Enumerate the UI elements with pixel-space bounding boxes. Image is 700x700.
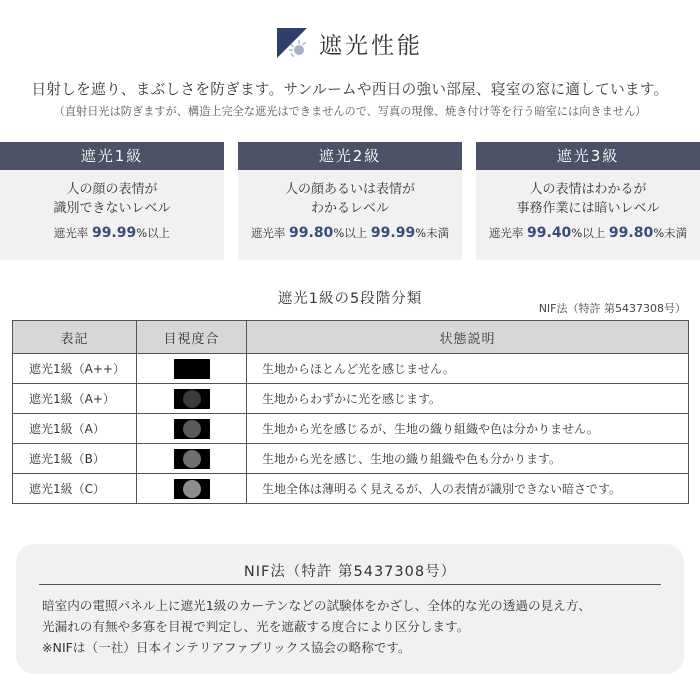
table-row: [13, 414, 689, 444]
grade-desc-line: 人の表情はわかるが: [529, 182, 647, 197]
grade-description: [476, 180, 700, 218]
grade-rate: [238, 225, 462, 241]
visual-swatch-cell: [137, 444, 247, 474]
column-header-visual: 目視度合: [137, 321, 247, 354]
grade-cards: [0, 142, 700, 260]
grade-description: [238, 180, 462, 218]
column-header-description: 状態説明: [247, 321, 689, 354]
rate-unit: %未満: [415, 226, 450, 240]
row-label: 遮光1級（A+）: [13, 384, 137, 414]
table-row: [13, 354, 689, 384]
grade-card-1: [0, 142, 224, 260]
light-swatch: [174, 419, 210, 439]
visual-swatch-cell: [137, 354, 247, 384]
rate-unit: %以上: [136, 226, 171, 240]
row-label: 遮光1級（B）: [13, 444, 137, 474]
visual-swatch-cell: [137, 474, 247, 504]
nif-text-line: ※NIFは（一社）日本インテリアファブリックス協会の略称です。: [42, 640, 411, 655]
table-row: [13, 444, 689, 474]
visual-swatch-cell: [137, 384, 247, 414]
rate-unit: %未満: [653, 226, 688, 240]
rate-unit: %以上: [333, 226, 368, 240]
section-title: [0, 28, 700, 58]
row-description: 生地からほとんど光を感じません。: [247, 354, 689, 384]
nif-info-box: [16, 544, 684, 674]
light-dot: [183, 480, 201, 498]
rate-value: 99.99: [370, 225, 416, 241]
visual-swatch-cell: [137, 414, 247, 444]
row-description: 生地から光を感じるが、生地の織り組織や色は分かりません。: [247, 414, 689, 444]
light-dot: [183, 390, 201, 408]
rate-value: 99.80: [608, 225, 654, 241]
table-row: [13, 384, 689, 414]
row-description: 生地全体は薄明るく見えるが、人の表情が識別できない暗さです。: [247, 474, 689, 504]
light-swatch: [174, 359, 210, 379]
nif-text-line: 暗室内の電照パネル上に遮光1級のカーテンなどの試験体をかざし、全体的な光の透過の見え方、: [42, 598, 591, 613]
table-row: [13, 474, 689, 504]
grade-desc-line: わかるレベル: [310, 201, 389, 216]
divider: [39, 584, 661, 585]
grade-rate: [0, 225, 224, 241]
rate-value: 99.40: [527, 225, 572, 241]
classification-reference: NIF法（特許 第5437308号）: [538, 302, 686, 315]
row-label: 遮光1級（A++）: [13, 354, 137, 384]
grade-desc-line: 人の顔の表情が: [66, 182, 158, 197]
classification-table: [12, 320, 688, 504]
grade-desc-line: 識別できないレベル: [53, 201, 171, 216]
grade-label: 遮光2級: [238, 142, 462, 170]
light-swatch: [174, 389, 210, 409]
grade-desc-line: 事務作業には暗いレベル: [516, 201, 660, 216]
page-title: 遮光性能: [319, 32, 423, 59]
row-description: 生地からわずかに光を感じます。: [247, 384, 689, 414]
row-label: 遮光1級（A）: [13, 414, 137, 444]
rate-prefix: 遮光率: [488, 226, 524, 240]
light-swatch: [174, 479, 210, 499]
nif-text-line: 光漏れの有無や多寡を目視で判定し、光を遮蔽する度合により区分します。: [42, 619, 470, 634]
grade-label: 遮光1級: [0, 142, 224, 170]
rate-value: 99.99: [91, 225, 137, 241]
light-dot: [183, 420, 201, 438]
column-header-notation: 表記: [13, 321, 137, 354]
shade-icon: [277, 28, 307, 58]
rate-prefix: 遮光率: [53, 226, 89, 240]
rate-prefix: 遮光率: [250, 226, 286, 240]
note-text: （直射日光は防ぎますが、構造上完全な遮光はできませんので、写真の現像、焼き付け等を行う暗室には向きません）: [53, 105, 647, 118]
grade-label: 遮光3級: [476, 142, 700, 170]
table-header-row: [13, 321, 689, 354]
grade-desc-line: 人の顔あるいは表情が: [284, 182, 415, 197]
grade-card-3: [476, 142, 700, 260]
light-swatch: [174, 449, 210, 469]
rate-value: 99.80: [289, 225, 334, 241]
intro-text: 日射しを遮り、まぶしさを防ぎます。サンルームや西日の強い部屋、寝室の窓に適しています。: [31, 81, 669, 98]
rate-unit: %以上: [571, 226, 606, 240]
row-description: 生地から光を感じ、生地の織り組織や色も分かります。: [247, 444, 689, 474]
nif-title: NIF法（特許 第5437308号）: [243, 564, 457, 580]
grade-rate: [476, 225, 700, 241]
classification-title: 遮光1級の5段階分類: [277, 291, 423, 307]
grade-card-2: [238, 142, 462, 260]
row-label: 遮光1級（C）: [13, 474, 137, 504]
grade-description: [0, 180, 224, 218]
light-dot: [183, 450, 201, 468]
